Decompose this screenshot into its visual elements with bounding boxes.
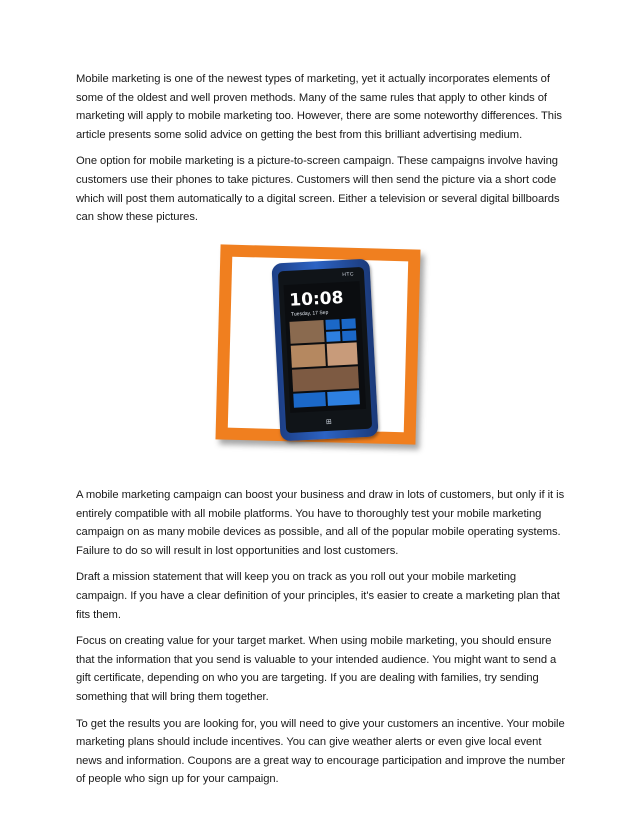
app-tile	[342, 330, 357, 341]
phone-brand: HTC	[342, 271, 355, 278]
app-tile	[293, 392, 326, 408]
text-block-top	[76, 70, 570, 235]
phone-clock: 10:08	[288, 287, 344, 311]
phone-screen	[284, 281, 367, 413]
paragraph: Mobile marketing is one of the newest types of marketing, yet it actually incorporates elements of some of the oldest and well proven methods. Many of the same rules that apply to other kinds of marketing will apply to mobile marketing too. However, there are some noteworthy differences. This article presents some solid advice on getting the best from this brilliant advertising medium.	[76, 73, 562, 141]
phone-image-figure	[218, 247, 436, 459]
paragraph: Focus on creating value for your target market. When using mobile marketing, you should ensure that the information that you send is valuable to your intended audience. You might want to send a gift certificate, depending on who you are targeting. If you are dealing with families, try sending something that will bring them together.	[76, 635, 557, 703]
photo-tile	[291, 344, 326, 368]
text-block-bottom	[76, 486, 570, 797]
phone-date: Tuesday, 17 Sep	[290, 309, 329, 318]
app-tile	[325, 319, 340, 330]
paragraph: One option for mobile marketing is a picture-to-screen campaign. These campaigns involve having customers use their phones to take pictures. Customers will then send the picture via a short code which will post them automatically to a digital screen. Either a television or several digital billboards can show these pictures.	[76, 155, 560, 224]
paragraph: A mobile marketing campaign can boost your business and draw in lots of customers, but only if it is entirely compatible with all mobile platforms. You have to thoroughly test your mobile marketing campaign on as many mobile devices as possible, and all of the popular mobile operating systems. Failure to do so will result in lost opportunities and lost customers.	[76, 489, 565, 557]
photo-tile	[289, 320, 324, 344]
smartphone-image	[271, 259, 378, 442]
app-tile	[341, 318, 356, 329]
windows-logo-icon: ⊞	[325, 418, 332, 427]
paragraph: Draft a mission statement that will keep you on track as you roll out your mobile marketing campaign. If you have a clear definition of your principles, it's easier to create a marketing plan that fits them.	[76, 571, 560, 621]
paragraph: To get the results you are looking for, you will need to give your customers an incentive. Your mobile marketing plans should include incentives. You can give weather alerts or even give local event news and information. Coupons are a great way to encourage participation and improve the number of people who sign up for your campaign.	[76, 717, 566, 786]
phone-face	[278, 267, 372, 433]
app-tile	[327, 390, 360, 406]
photo-tile	[292, 366, 359, 391]
app-tile	[326, 331, 341, 342]
photo-tile	[327, 342, 358, 366]
